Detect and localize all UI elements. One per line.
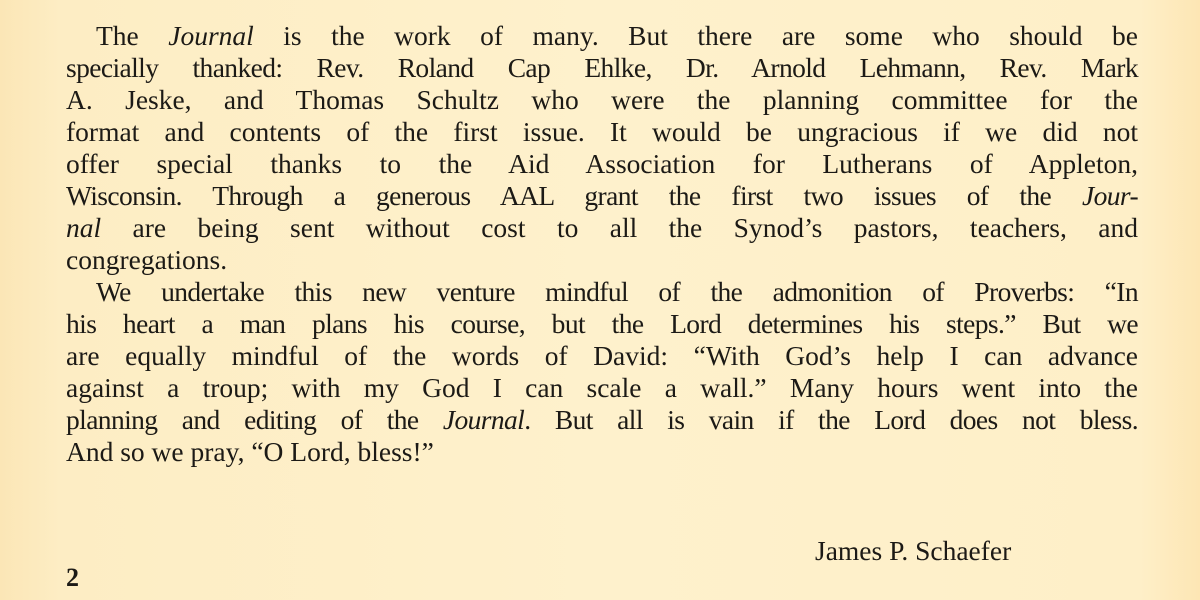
text-run: is the work of many. But there are some who should be [253, 20, 1138, 51]
author-signature: James P. Schaefer [815, 535, 1012, 566]
paragraph-2-line-2 [66, 308, 1138, 340]
paragraph-1-line-1 [96, 20, 1138, 52]
text-run: And so we pray, “O Lord, bless!” [66, 436, 434, 467]
journal-title-italic: Jour- [1081, 180, 1138, 211]
paragraph-1-line-5 [66, 148, 1138, 180]
journal-title-italic: nal [66, 212, 102, 243]
text-run: congregations. [66, 244, 228, 275]
paragraph-2-line-6 [66, 436, 1138, 468]
paragraph-1-line-7 [66, 212, 1138, 244]
text-run: We undertake this new venture mindful of the admonition of Proverbs: “In [96, 276, 1138, 307]
text-run: offer special thanks to the Aid Association for Lutherans of Appleton, [66, 148, 1138, 179]
paragraph-1-line-8 [66, 244, 1138, 276]
text-run: A. Jeske, and Thomas Schultz who were the planning committee for the [66, 84, 1138, 115]
paragraph-1-line-3 [66, 84, 1138, 116]
text-run: specially thanked: Rev. Roland Cap Ehlke, Dr. Arnold Lehmann, Rev. Mark [66, 52, 1138, 83]
paragraph-2-line-5 [66, 404, 1138, 436]
paragraph-1-line-2 [66, 52, 1138, 84]
paragraph-2-line-4 [66, 372, 1138, 404]
paragraph-2-line-1 [96, 276, 1138, 308]
text-run: The [96, 20, 169, 51]
journal-title-italic: Journal [442, 404, 525, 435]
paragraph-1-line-6 [66, 180, 1138, 212]
journal-title-italic: Journal [168, 20, 254, 51]
text-run: . But all is vain if the Lord does not bless. [524, 404, 1138, 435]
text-run: planning and editing of the [66, 404, 443, 435]
text-run: Wisconsin. Through a generous AAL grant the first two issues of the [66, 180, 1082, 211]
paragraph-1-line-4 [66, 116, 1138, 148]
paragraph-2-line-3 [66, 340, 1138, 372]
page-number: 2 [66, 563, 79, 592]
text-run: are being sent without cost to all the Synod’s pastors, teachers, and [101, 212, 1138, 243]
text-run: are equally mindful of the words of David: “With God’s help I can advance [66, 340, 1138, 371]
text-run: against a troup; with my God I can scale a wall.” Many hours went into the [66, 372, 1138, 403]
text-run: format and contents of the first issue. It would be ungracious if we did not [66, 116, 1138, 147]
text-run: his heart a man plans his course, but the Lord determines his steps.” But we [66, 308, 1138, 339]
